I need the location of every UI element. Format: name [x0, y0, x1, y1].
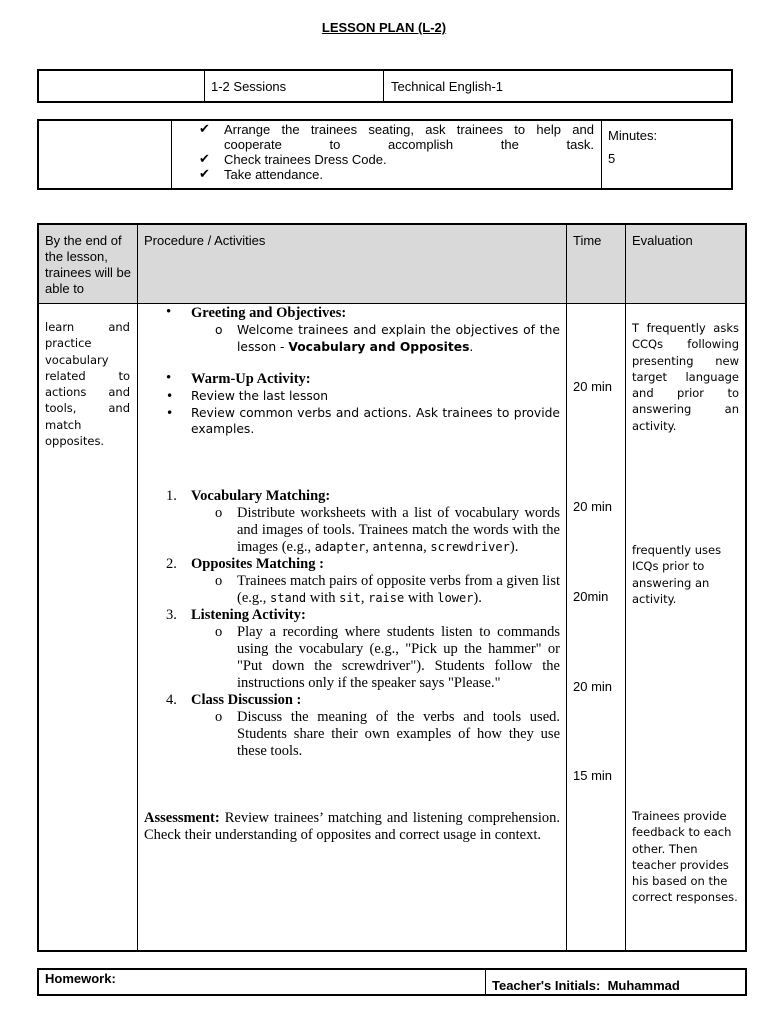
activity-text: o Distribute worksheets with a list of vocabulary words and images of tools. Trainees match the words with the images (e.g., adapter, antenna, screwdriver).	[215, 504, 560, 555]
header-time: Time	[573, 233, 602, 248]
activity-heading: Opposites Matching :	[191, 555, 324, 572]
info-row-table	[37, 69, 733, 103]
header-objectives: By the end of the lesson, trainees will be able to	[45, 233, 131, 296]
assessment-text: Review trainees’ matching and listening comprehension. Check their understanding of opposites and correct usage in context.	[144, 809, 560, 843]
assessment-label: Assessment:	[144, 809, 220, 826]
circle-bullet-icon: o	[215, 572, 223, 589]
time-value: 20 min	[573, 499, 613, 514]
bullet-icon: •	[166, 370, 172, 386]
circle-bullet-icon: o	[215, 323, 223, 337]
activity-item	[144, 488, 560, 556]
procedure-content	[144, 305, 560, 844]
checklist-text: Arrange the trainees seating, ask trainees to help and cooperate to accomplish the task.	[224, 122, 594, 152]
sessions-cell: 1-2 Sessions	[211, 79, 287, 94]
activity-item	[144, 556, 560, 607]
check-icon: ✔	[199, 122, 210, 137]
activity-text: o Play a recording where students listen to commands using the vocabulary (e.g., "Pick up the hammer" or "Put down the screwdriver"). Students follow the instructions only if the speaker says "Please."	[215, 623, 560, 691]
divider	[625, 225, 626, 950]
activity-number: 2.	[166, 555, 177, 572]
circle-bullet-icon: o	[215, 504, 223, 521]
preparation-list	[199, 122, 594, 182]
warmup-section	[144, 371, 560, 438]
checklist-item	[199, 167, 594, 182]
checklist-item	[199, 122, 594, 152]
divider	[566, 225, 567, 950]
activity-number: 3.	[166, 606, 177, 623]
minutes-label: Minutes:	[608, 128, 658, 143]
page-title: LESSON PLAN (L-2)	[321, 20, 447, 35]
homework-label: Homework:	[45, 971, 116, 986]
time-value: 20min	[573, 589, 609, 604]
activity-heading: Class Discussion :	[191, 691, 302, 708]
initials-label: Teacher's Initials:	[492, 978, 601, 993]
activity-text: o Discuss the meaning of the verbs and tools used. Students share their own examples of how they use these tools.	[215, 708, 560, 759]
evaluation-text: Trainees provide feedback to each other. Then teacher provides his based on the correct responses.	[632, 809, 738, 905]
activity-number: 1.	[166, 487, 177, 504]
checklist-text: Check trainees Dress Code.	[224, 152, 387, 167]
header-procedure: Procedure / Activities	[144, 233, 266, 248]
time-value: 20 min	[573, 679, 613, 694]
activity-number: 4.	[166, 691, 177, 708]
activity-heading: Listening Activity:	[191, 606, 306, 623]
minutes-value: 5	[608, 151, 616, 166]
header-evaluation: Evaluation	[632, 233, 693, 248]
time-value: 20 min	[573, 379, 613, 394]
circle-bullet-icon: o	[215, 708, 223, 725]
evaluation-text: T frequently asks CCQs following presenting new target language and prior to answering an activity.	[632, 321, 739, 433]
greeting-text: o Welcome trainees and explain the objectives of the lesson - Vocabulary and Opposites.	[215, 323, 560, 354]
evaluation-text: frequently uses ICQs prior to answering an activity.	[632, 543, 722, 606]
bullet-icon: •	[166, 304, 172, 320]
divider	[485, 970, 486, 994]
warmup-item: • Review the last lesson	[166, 389, 329, 403]
checklist-text: Take attendance.	[224, 167, 324, 182]
activity-text: o Trainees match pairs of opposite verbs from a given list (e.g., stand with sit, raise with lower).	[215, 572, 560, 606]
bullet-icon: •	[166, 405, 174, 420]
time-value: 15 min	[573, 768, 613, 783]
activity-item	[144, 692, 560, 760]
objective-text: learn and practice vocabulary related to actions and tools, and match opposites.	[45, 320, 130, 449]
activities-list	[144, 488, 560, 760]
divider	[137, 225, 138, 950]
activity-heading: Vocabulary Matching:	[191, 487, 331, 504]
lesson-table	[37, 223, 747, 952]
teacher-initials	[492, 978, 680, 993]
footer-table	[37, 968, 747, 996]
circle-bullet-icon: o	[215, 623, 223, 640]
divider	[171, 121, 172, 188]
divider	[601, 121, 602, 188]
checklist-item	[199, 152, 594, 167]
divider	[204, 71, 205, 101]
warmup-item: • Review common verbs and actions. Ask trainees to provide examples.	[166, 405, 560, 436]
check-icon: ✔	[199, 152, 210, 167]
check-icon: ✔	[199, 167, 210, 182]
warmup-heading: Warm-Up Activity:	[191, 371, 311, 387]
course-cell: Technical English-1	[391, 79, 504, 94]
activity-item	[144, 607, 560, 692]
greeting-heading: Greeting and Objectives:	[191, 305, 347, 321]
bullet-icon: •	[166, 389, 174, 403]
preparation-table	[37, 119, 733, 190]
assessment-paragraph	[144, 810, 560, 844]
initials-value: Muhammad	[607, 978, 680, 993]
greeting-section	[144, 305, 560, 355]
divider	[383, 71, 384, 101]
